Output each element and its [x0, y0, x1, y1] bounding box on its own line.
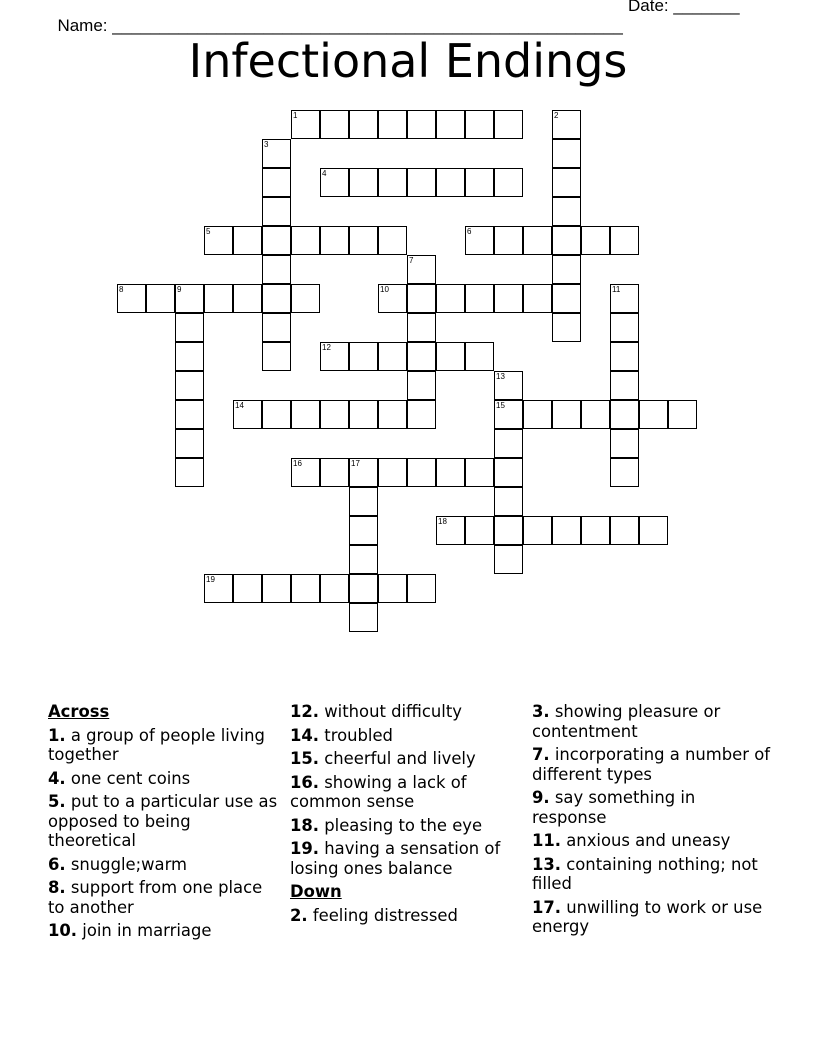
across-heading: Across — [48, 702, 110, 721]
grid-cell[interactable] — [262, 342, 291, 371]
grid-cell[interactable] — [407, 458, 436, 487]
grid-cell[interactable] — [291, 110, 320, 139]
grid-cell[interactable] — [639, 400, 668, 429]
grid-cell[interactable] — [407, 255, 436, 284]
clues-column-1 — [48, 702, 278, 945]
grid-cell[interactable] — [349, 487, 378, 516]
name-field-label: Name: ______________________________________________________ — [57, 16, 623, 35]
grid-cell[interactable] — [291, 574, 320, 603]
grid-cell[interactable] — [552, 516, 581, 545]
grid-cell[interactable] — [378, 574, 407, 603]
grid-cell[interactable] — [494, 458, 523, 487]
clue-number: 1 — [293, 111, 298, 120]
grid-cell[interactable] — [262, 139, 291, 168]
grid-cell[interactable] — [262, 226, 291, 255]
grid-cell[interactable] — [262, 168, 291, 197]
grid-cell[interactable] — [639, 516, 668, 545]
clue-across-18: 18. pleasing to the eye — [290, 815, 483, 835]
grid-cell[interactable] — [494, 545, 523, 574]
grid-cell[interactable] — [494, 487, 523, 516]
clue-across-8: 8. support from one place to another — [48, 878, 263, 917]
grid-cell[interactable] — [523, 516, 552, 545]
clue-across-12: 12. without difficulty — [290, 702, 462, 721]
grid-cell[interactable] — [610, 429, 639, 458]
grid-cell[interactable] — [610, 371, 639, 400]
clue-number: 10 — [380, 285, 389, 294]
clue-number: 19 — [206, 575, 215, 584]
clue-number: 5 — [206, 227, 211, 236]
grid-cell[interactable] — [552, 197, 581, 226]
grid-cell[interactable] — [407, 110, 436, 139]
grid-cell[interactable] — [349, 458, 378, 487]
grid-cell[interactable] — [494, 168, 523, 197]
grid-cell[interactable] — [436, 342, 465, 371]
grid-cell[interactable] — [349, 603, 378, 632]
grid-cell[interactable] — [465, 458, 494, 487]
grid-cell[interactable] — [146, 284, 175, 313]
clue-number: 15 — [496, 401, 505, 410]
clue-number: 8 — [119, 285, 124, 294]
grid-cell[interactable] — [668, 400, 697, 429]
grid-cell[interactable] — [175, 400, 204, 429]
grid-cell[interactable] — [378, 226, 407, 255]
grid-cell[interactable] — [465, 284, 494, 313]
clue-down-9: 9. say something in response — [532, 788, 696, 827]
date-field-label: Date: _______ — [628, 0, 740, 15]
grid-cell[interactable] — [291, 226, 320, 255]
grid-cell[interactable] — [407, 400, 436, 429]
clue-across-4: 4. one cent coins — [48, 768, 191, 788]
clue-across-1: 1. a group of people living together — [48, 725, 265, 764]
clue-number: 7 — [409, 256, 414, 265]
grid-cell[interactable] — [494, 226, 523, 255]
grid-cell[interactable] — [349, 545, 378, 574]
grid-cell[interactable] — [552, 255, 581, 284]
grid-cell[interactable] — [436, 458, 465, 487]
grid-cell[interactable] — [552, 168, 581, 197]
grid-cell[interactable] — [610, 284, 639, 313]
clue-down-13: 13. containing nothing; not filled — [532, 854, 758, 893]
grid-cell[interactable] — [610, 313, 639, 342]
grid-cell[interactable] — [494, 429, 523, 458]
clue-number: 12 — [322, 343, 331, 352]
grid-cell[interactable] — [378, 110, 407, 139]
grid-cell[interactable] — [233, 226, 262, 255]
grid-cell[interactable] — [523, 400, 552, 429]
grid-cell[interactable] — [175, 284, 204, 313]
grid-cell[interactable] — [320, 400, 349, 429]
clue-number: 13 — [496, 372, 505, 381]
grid-cell[interactable] — [262, 255, 291, 284]
grid-cell[interactable] — [610, 516, 639, 545]
clue-number: 2 — [554, 111, 559, 120]
grid-cell[interactable] — [465, 342, 494, 371]
grid-cell[interactable] — [552, 313, 581, 342]
clue-down-17: 17. unwilling to work or use energy — [532, 897, 763, 936]
grid-cell[interactable] — [320, 168, 349, 197]
clue-across-10: 10. join in marriage — [48, 921, 212, 940]
grid-cell[interactable] — [320, 110, 349, 139]
grid-cell[interactable] — [610, 400, 639, 429]
grid-cell[interactable] — [378, 168, 407, 197]
grid-cell[interactable] — [436, 110, 465, 139]
grid-cell[interactable] — [610, 458, 639, 487]
clues-column-3 — [532, 702, 772, 941]
grid-cell[interactable] — [349, 226, 378, 255]
grid-cell[interactable] — [349, 400, 378, 429]
grid-cell[interactable] — [233, 574, 262, 603]
grid-cell[interactable] — [494, 516, 523, 545]
grid-cell[interactable] — [117, 284, 146, 313]
grid-cell[interactable] — [407, 574, 436, 603]
clue-across-6: 6. snuggle;warm — [48, 854, 188, 874]
grid-cell[interactable] — [552, 284, 581, 313]
grid-cell[interactable] — [378, 342, 407, 371]
clue-down-7: 7. incorporating a number of different types — [532, 745, 771, 784]
grid-cell[interactable] — [407, 371, 436, 400]
clue-number: 18 — [438, 517, 447, 526]
grid-cell[interactable] — [494, 371, 523, 400]
clues-column-2 — [290, 702, 525, 929]
grid-cell[interactable] — [320, 342, 349, 371]
grid-cell[interactable] — [465, 226, 494, 255]
clue-down-11: 11. anxious and uneasy — [532, 831, 731, 850]
clue-across-16: 16. showing a lack of common sense — [290, 772, 467, 811]
clue-number: 17 — [351, 459, 360, 468]
grid-cell[interactable] — [291, 458, 320, 487]
clue-number: 4 — [322, 169, 327, 178]
grid-cell[interactable] — [233, 400, 262, 429]
grid-cell[interactable] — [552, 226, 581, 255]
grid-cell[interactable] — [175, 429, 204, 458]
grid-cell[interactable] — [465, 516, 494, 545]
grid-cell[interactable] — [407, 313, 436, 342]
grid-cell[interactable] — [610, 342, 639, 371]
grid-cell[interactable] — [175, 458, 204, 487]
clue-number: 14 — [235, 401, 244, 410]
clue-number: 11 — [612, 285, 621, 294]
grid-cell[interactable] — [204, 226, 233, 255]
grid-cell[interactable] — [581, 516, 610, 545]
grid-cell[interactable] — [291, 400, 320, 429]
grid-cell[interactable] — [204, 574, 233, 603]
grid-cell[interactable] — [552, 139, 581, 168]
grid-cell[interactable] — [349, 110, 378, 139]
grid-cell[interactable] — [552, 400, 581, 429]
grid-cell[interactable] — [320, 226, 349, 255]
clue-down-2: 2. feeling distressed — [290, 905, 458, 925]
grid-cell[interactable] — [349, 516, 378, 545]
grid-cell[interactable] — [436, 284, 465, 313]
clue-number: 3 — [264, 140, 269, 149]
grid-cell[interactable] — [204, 284, 233, 313]
grid-cell[interactable] — [262, 197, 291, 226]
grid-cell[interactable] — [581, 226, 610, 255]
clue-across-5: 5. put to a particular use as opposed to being theoretical — [48, 792, 278, 850]
grid-cell[interactable] — [494, 400, 523, 429]
clue-number: 16 — [293, 459, 302, 468]
grid-cell[interactable] — [523, 226, 552, 255]
grid-cell[interactable] — [378, 284, 407, 313]
clue-number: 9 — [177, 285, 182, 294]
grid-cell[interactable] — [262, 313, 291, 342]
grid-cell[interactable] — [262, 284, 291, 313]
grid-cell[interactable] — [610, 226, 639, 255]
page-title: Infectional Endings — [188, 34, 628, 88]
clue-down-3: 3. showing pleasure or contentment — [532, 702, 721, 741]
grid-cell[interactable] — [349, 342, 378, 371]
grid-cell[interactable] — [494, 284, 523, 313]
grid-cell[interactable] — [465, 168, 494, 197]
grid-cell[interactable] — [378, 400, 407, 429]
grid-cell[interactable] — [407, 284, 436, 313]
grid-cell[interactable] — [378, 458, 407, 487]
grid-cell[interactable] — [320, 458, 349, 487]
grid-cell[interactable] — [291, 284, 320, 313]
grid-cell[interactable] — [175, 342, 204, 371]
clue-number: 6 — [467, 227, 472, 236]
grid-cell[interactable] — [349, 168, 378, 197]
grid-cell[interactable] — [523, 284, 552, 313]
grid-cell[interactable] — [233, 284, 262, 313]
grid-cell[interactable] — [581, 400, 610, 429]
clue-across-14: 14. troubled — [290, 725, 393, 745]
grid-cell[interactable] — [407, 342, 436, 371]
grid-cell[interactable] — [320, 574, 349, 603]
grid-cell[interactable] — [262, 574, 291, 603]
grid-cell[interactable] — [494, 110, 523, 139]
grid-cell[interactable] — [436, 516, 465, 545]
grid-cell[interactable] — [552, 110, 581, 139]
down-heading: Down — [290, 882, 342, 901]
grid-cell[interactable] — [175, 313, 204, 342]
clue-across-15: 15. cheerful and lively — [290, 749, 476, 768]
clue-across-19: 19. having a sensation of losing ones balance — [290, 839, 501, 878]
grid-cell[interactable] — [349, 574, 378, 603]
grid-cell[interactable] — [436, 168, 465, 197]
grid-cell[interactable] — [407, 168, 436, 197]
grid-cell[interactable] — [465, 110, 494, 139]
grid-cell[interactable] — [175, 371, 204, 400]
grid-cell[interactable] — [262, 400, 291, 429]
